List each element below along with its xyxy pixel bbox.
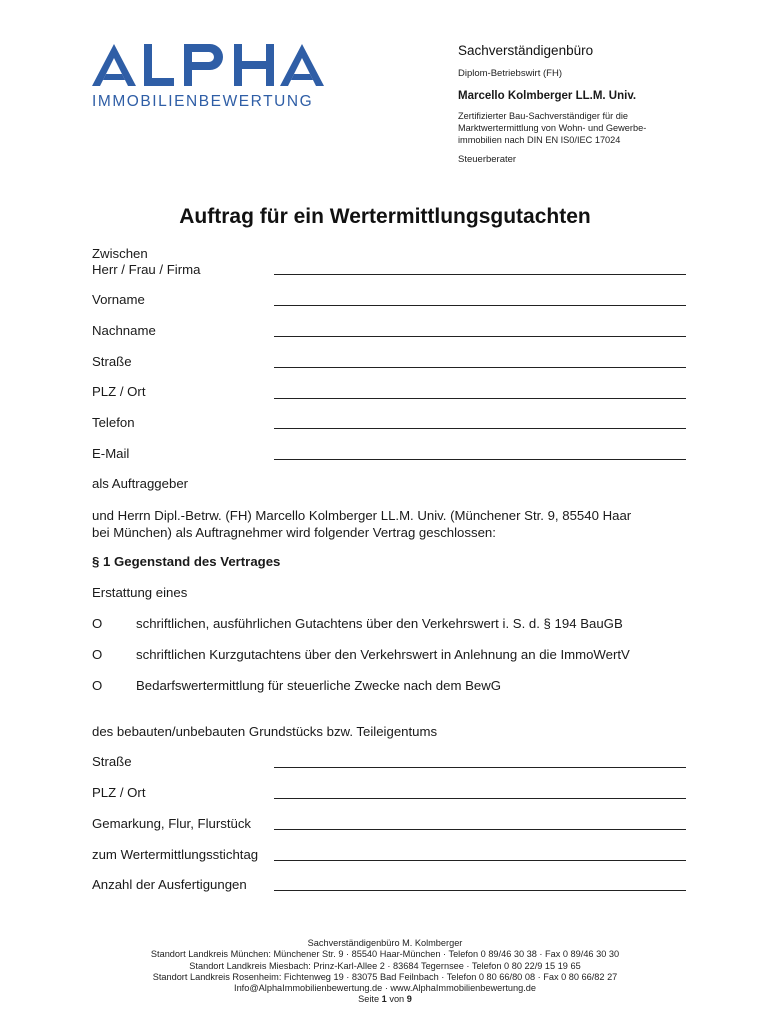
section-1-heading: § 1 Gegenstand des Vertrages bbox=[92, 554, 281, 569]
field-line-phone[interactable] bbox=[274, 428, 686, 429]
property-intro: des bebauten/unbebauten Grundstücks bzw. Teileigentums bbox=[92, 724, 438, 739]
field-label-name-company: Herr / Frau / Firma bbox=[92, 262, 201, 277]
property-line-street[interactable] bbox=[274, 767, 686, 768]
property-label-street: Straße bbox=[92, 754, 132, 769]
field-label-phone: Telefon bbox=[92, 415, 135, 430]
option-label-short-appraisal: schriftlichen Kurzgutachtens über den Verkehrswert in Anlehnung an die ImmoWertV bbox=[136, 647, 630, 662]
page-number bbox=[0, 994, 770, 1005]
property-label-cadastral: Gemarkung, Flur, Flurstück bbox=[92, 816, 252, 831]
between-label: Zwischen bbox=[92, 246, 148, 261]
page-separator: von bbox=[389, 994, 405, 1005]
property-line-zip-city[interactable] bbox=[274, 798, 686, 799]
footer-location-munich: Standort Landkreis München: Münchener Str. 9 · 85540 Haar-München · Telefon 0 89/46 30 38 · Fax 0 89/46 30 30 bbox=[150, 949, 620, 960]
property-label-valuation-date: zum Wertermittlungsstichtag bbox=[92, 847, 259, 862]
option-checkbox-short-appraisal[interactable]: O bbox=[92, 647, 103, 662]
office-name: Sachverständigenbüro bbox=[458, 43, 594, 58]
property-label-copies: Anzahl der Ausfertigungen bbox=[92, 877, 247, 892]
footer-location-rosenheim: Standort Landkreis Rosenheim: Fichtenweg 19 · 83075 Bad Feilnbach · Telefon 0 80 66/80 08 · Fax 0 80 66/82 27 bbox=[152, 971, 618, 982]
letterhead bbox=[458, 42, 718, 166]
footer-location-miesbach: Standort Landkreis Miesbach: Prinz-Karl-Allee 2 · 83684 Tegernsee · Telefon 0 80 22/9 15 19 65 bbox=[189, 960, 581, 971]
page-prefix: Seite bbox=[358, 994, 380, 1005]
property-label-zip-city: PLZ / Ort bbox=[92, 785, 146, 800]
field-label-email: E-Mail bbox=[92, 446, 130, 461]
option-checkbox-full-appraisal[interactable]: O bbox=[92, 616, 103, 631]
option-label-tax-valuation: Bedarfswertermittlung für steuerliche Zwecke nach dem BewG bbox=[136, 678, 502, 693]
field-line-email[interactable] bbox=[274, 459, 686, 460]
certification: Zertifizierter Bau-Sachverständiger für die Marktwertermittlung von Wohn- und Gewerbe- immobilien nach DIN EN IS0/IEC 17024 bbox=[458, 111, 647, 145]
degree: Diplom-Betriebswirt (FH) bbox=[458, 68, 562, 79]
field-line-zip-city[interactable] bbox=[274, 398, 686, 399]
footer-office: Sachverständigenbüro M. Kolmberger bbox=[307, 938, 463, 948]
logo-subtitle: IMMOBILIENBEWERTUNG bbox=[92, 93, 314, 110]
field-label-zip-city: PLZ / Ort bbox=[92, 384, 146, 399]
expert-name: Marcello Kolmberger LL.M. Univ. bbox=[458, 90, 637, 102]
option-checkbox-tax-valuation[interactable]: O bbox=[92, 678, 103, 693]
contractor-paragraph: und Herrn Dipl.-Betrw. (FH) Marcello Kolmberger LL.M. Univ. (Münchener Str. 9, 85540 Haar bei München) als Auftragnehmer wird folgender Vertrag geschlossen: bbox=[92, 508, 632, 540]
field-line-name-company[interactable] bbox=[274, 274, 686, 275]
page-footer bbox=[0, 938, 770, 1006]
field-line-street[interactable] bbox=[274, 367, 686, 368]
tax-title: Steuerberater bbox=[458, 154, 517, 165]
as-client-label: als Auftraggeber bbox=[92, 476, 189, 491]
field-line-last-name[interactable] bbox=[274, 336, 686, 337]
field-label-last-name: Nachname bbox=[92, 323, 156, 338]
document-title: Auftrag für ein Wertermittlungsgutachten bbox=[179, 205, 591, 228]
property-line-valuation-date[interactable] bbox=[274, 860, 686, 861]
field-label-street: Straße bbox=[92, 354, 132, 369]
section-1-intro: Erstattung eines bbox=[92, 585, 188, 600]
property-line-cadastral[interactable] bbox=[274, 829, 686, 830]
page-total: 9 bbox=[406, 994, 412, 1005]
field-line-first-name[interactable] bbox=[274, 305, 686, 306]
page-current: 1 bbox=[381, 994, 387, 1005]
field-label-first-name: Vorname bbox=[92, 292, 145, 307]
footer-contact: Info@AlphaImmobilienbewertung.de · www.AlphaImmobilienbewertung.de bbox=[234, 983, 536, 994]
option-label-full-appraisal: schriftlichen, ausführlichen Gutachtens über den Verkehrswert i. S. d. § 194 BauGB bbox=[136, 616, 623, 631]
property-line-copies[interactable] bbox=[274, 890, 686, 891]
alpha-logo bbox=[92, 40, 332, 114]
